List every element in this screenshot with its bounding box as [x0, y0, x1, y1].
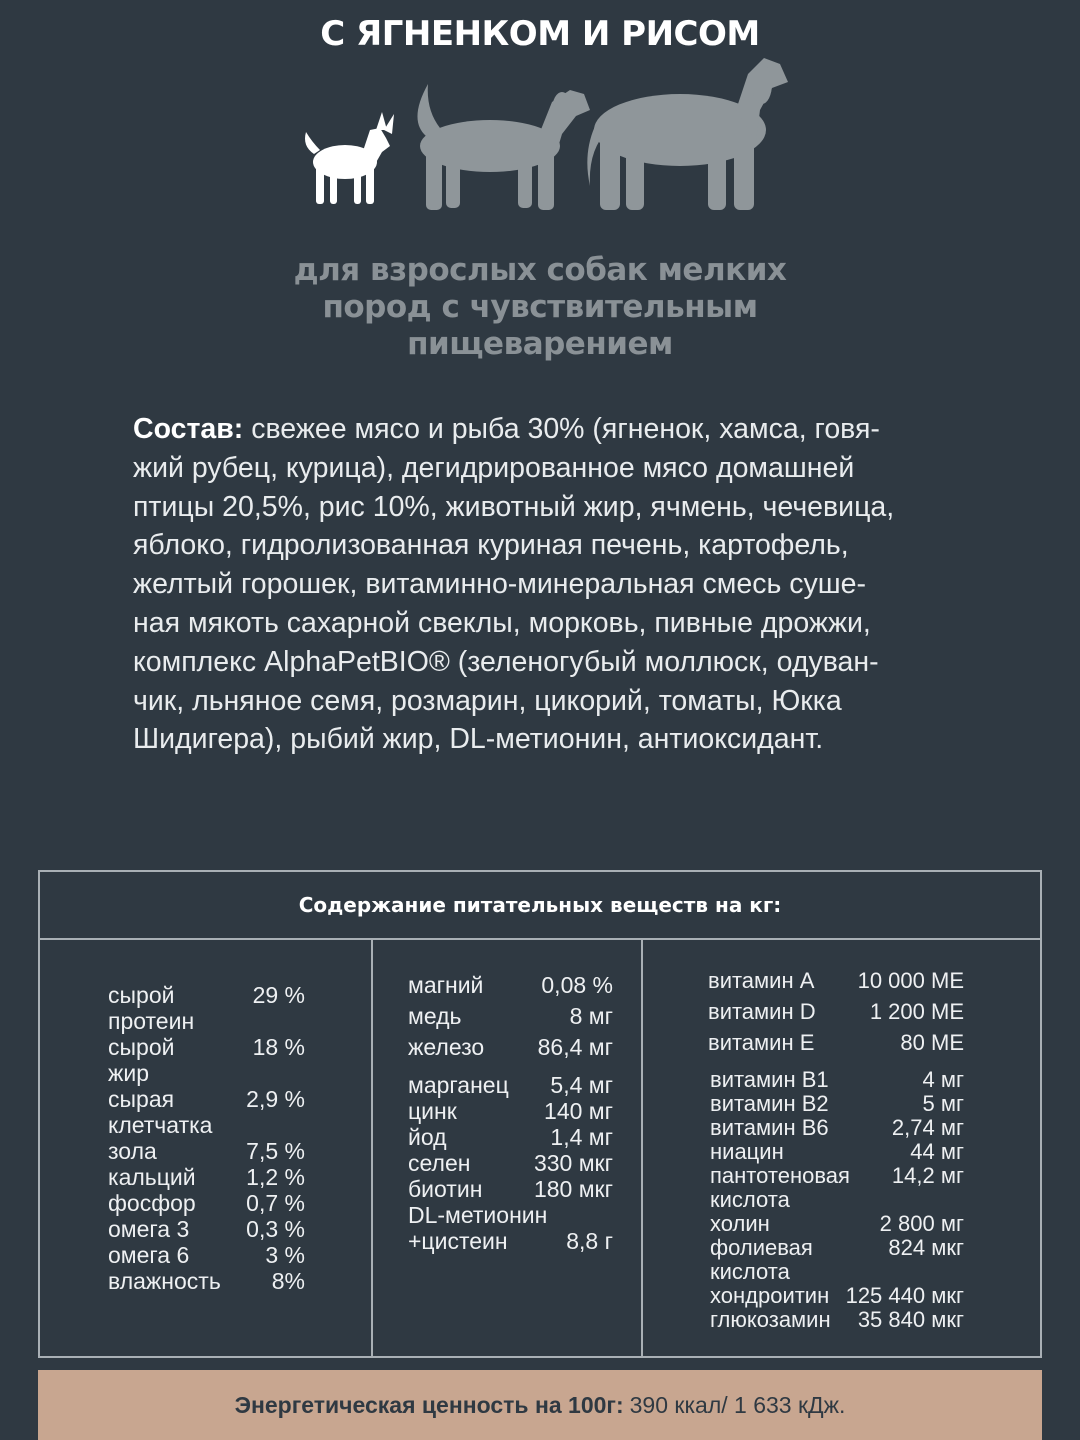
nutrient-value: 7,5 %: [246, 1138, 305, 1164]
nutrient-name: витамин B1: [710, 1067, 829, 1092]
nutrient-name: пантотеновая: [710, 1163, 850, 1188]
nutrient-row: [108, 1008, 305, 1034]
nutrient-row: [408, 1150, 613, 1176]
nutrient-row: [710, 1164, 964, 1188]
nutrient-row: [108, 1242, 305, 1268]
nutrient-row: [708, 968, 964, 994]
nutrients-table: [38, 870, 1042, 1358]
nutrient-name: омега 3: [108, 1216, 190, 1242]
nutrient-name: глюкозамин: [710, 1307, 831, 1332]
nutrient-value: 35 840 мкг: [857, 1307, 964, 1332]
composition-line: свежее мясо и рыба 30% (ягненок, хамса, говя-: [243, 413, 880, 445]
composition-text: [133, 410, 953, 759]
nutrient-row: [710, 1236, 964, 1260]
nutrient-name: сырой: [108, 982, 175, 1008]
nutrient-name: биотин: [408, 1176, 483, 1202]
nutrient-name: селен: [408, 1150, 471, 1176]
nutrient-name: магний: [408, 972, 484, 998]
nutrient-row: [408, 972, 613, 998]
nutrient-name: кислота: [710, 1259, 790, 1284]
nutrient-value: 8,8 г: [566, 1228, 613, 1254]
nutrient-row: [108, 1190, 305, 1216]
nutrient-row: [408, 1098, 613, 1124]
energy-value-bar: [38, 1370, 1042, 1440]
nutrient-value: 2 800 мг: [879, 1211, 964, 1236]
nutrients-column-3-top: [708, 968, 964, 1061]
nutrient-value: 2,74 мг: [891, 1115, 964, 1140]
nutrient-row: [708, 1030, 964, 1056]
nutrient-row: [108, 1086, 305, 1112]
column-divider: [371, 940, 373, 1356]
product-title: С ЯГНЕНКОМ И РИСОМ: [320, 14, 760, 54]
dog-sizes-illustration: [290, 50, 790, 220]
nutrient-row: [108, 982, 305, 1008]
nutrient-value: 0,08 %: [541, 972, 613, 998]
nutrient-row: [108, 1164, 305, 1190]
nutrient-value: 10 000 МЕ: [857, 968, 964, 993]
medium-dog-icon: [417, 84, 590, 210]
nutrient-name: протеин: [108, 1008, 195, 1034]
nutrient-name: +цистеин: [408, 1228, 508, 1254]
nutrient-name: медь: [408, 1003, 462, 1029]
nutrient-name: витамин Е: [708, 1030, 815, 1055]
nutrient-row: [710, 1260, 964, 1284]
nutrient-row: [108, 1138, 305, 1164]
composition-line: птицы 20,5%, рис 10%, животный жир, ячмень, чечевица,: [133, 490, 895, 523]
nutrient-name: марганец: [408, 1072, 509, 1098]
column-divider: [641, 940, 643, 1356]
nutrient-name: сырой: [108, 1034, 175, 1060]
nutrients-column-2-bottom: [408, 1072, 613, 1254]
nutrient-row: [710, 1188, 964, 1212]
composition-label: Состав:: [133, 413, 244, 445]
energy-label: Энергетическая ценность на 100г:: [234, 1391, 624, 1418]
nutrients-title: Содержание питательных веществ на кг:: [40, 872, 1040, 940]
energy-value: 390 ккал/ 1 633 кДж.: [629, 1391, 846, 1418]
nutrient-row: [710, 1212, 964, 1236]
nutrient-name: витамин B2: [710, 1091, 829, 1116]
nutrient-value: 140 мг: [544, 1098, 613, 1124]
small-dog-icon: [305, 112, 394, 204]
nutrients-column-1: [108, 982, 305, 1294]
nutrient-value: 5,4 мг: [550, 1072, 613, 1098]
nutrient-name: кальций: [108, 1164, 196, 1190]
nutrient-value: 1,4 мг: [550, 1124, 613, 1150]
nutrient-value: 0,7 %: [246, 1190, 305, 1216]
nutrient-row: [710, 1068, 964, 1092]
composition-line: чик, льняное семя, розмарин, цикорий, томаты, Юкка: [133, 684, 842, 717]
nutrient-row: [708, 999, 964, 1025]
nutrient-value: 1 200 МЕ: [869, 999, 964, 1024]
nutrient-value: 0,3 %: [246, 1216, 305, 1242]
nutrient-row: [710, 1140, 964, 1164]
nutrient-value: 18 %: [252, 1034, 305, 1060]
nutrients-column-2-top: [408, 972, 613, 1065]
nutrient-row: [408, 1176, 613, 1202]
nutrient-value: 8 мг: [569, 1003, 613, 1029]
subtitle-line: пород с чувствительным: [322, 289, 758, 325]
composition-line: ная мякоть сахарной свеклы, морковь, пивные дрожжи,: [133, 606, 871, 639]
subtitle-line: пищеварением: [407, 326, 673, 362]
nutrient-name: фолиевая: [710, 1235, 813, 1260]
nutrient-name: хондроитин: [710, 1283, 830, 1308]
nutrient-name: омега 6: [108, 1242, 190, 1268]
composition-line: Шидигера), рыбий жир, DL-метионин, антиоксидант.: [133, 723, 824, 756]
nutrient-name: витамин D: [708, 999, 816, 1024]
nutrient-value: 330 мкг: [533, 1150, 613, 1176]
nutrient-name: витамин B6: [710, 1115, 829, 1140]
nutrient-name: холин: [710, 1211, 770, 1236]
nutrient-row: [408, 1124, 613, 1150]
composition-line: жий рубец, курица), дегидрированное мясо домашней: [133, 451, 855, 484]
nutrients-column-3-bottom: [710, 1068, 964, 1332]
nutrient-row: [408, 1202, 613, 1228]
nutrient-value: 86,4 мг: [537, 1034, 613, 1060]
nutrient-row: [710, 1092, 964, 1116]
nutrient-row: [108, 1112, 305, 1138]
nutrient-row: [108, 1216, 305, 1242]
nutrient-row: [408, 1034, 613, 1060]
subtitle: [0, 252, 1080, 363]
large-dog-icon: [587, 58, 788, 210]
nutrient-value: 5 мг: [922, 1091, 964, 1116]
nutrient-name: цинк: [408, 1098, 457, 1124]
nutrient-row: [108, 1268, 305, 1294]
nutrient-value: 8%: [271, 1268, 305, 1294]
nutrient-name: кислота: [710, 1187, 790, 1212]
nutrient-row: [710, 1284, 964, 1308]
nutrient-name: витамин А: [708, 968, 815, 993]
nutrient-value: 29 %: [252, 982, 305, 1008]
nutrient-value: 4 мг: [922, 1067, 964, 1092]
nutrient-value: 180 мкг: [533, 1176, 613, 1202]
nutrient-name: жир: [108, 1060, 150, 1086]
subtitle-line: для взрослых собак мелких: [293, 252, 787, 288]
nutrient-name: фосфор: [108, 1190, 196, 1216]
composition-line: желтый горошек, витаминно-минеральная смесь суше-: [133, 568, 866, 601]
nutrient-name: зола: [108, 1138, 157, 1164]
composition-line: комплекс AlphaPetBIO® (зеленогубый моллюск, одуван-: [133, 645, 879, 678]
nutrient-value: 44 мг: [910, 1139, 964, 1164]
nutrient-row: [710, 1116, 964, 1140]
nutrient-name: йод: [408, 1124, 447, 1150]
nutrient-row: [108, 1034, 305, 1060]
nutrient-name: ниацин: [710, 1139, 784, 1164]
nutrient-value: 3 %: [265, 1242, 305, 1268]
nutrient-name: сырая: [108, 1086, 175, 1112]
nutrient-row: [108, 1060, 305, 1086]
nutrient-row: [408, 1228, 613, 1254]
nutrient-name: клетчатка: [108, 1112, 213, 1138]
nutrient-value: 14,2 мг: [891, 1163, 964, 1188]
nutrient-name: железо: [408, 1034, 485, 1060]
nutrient-value: 80 МЕ: [900, 1030, 964, 1055]
nutrient-name: DL-метионин: [408, 1202, 548, 1228]
nutrient-value: 824 мкг: [888, 1235, 964, 1260]
nutrient-row: [710, 1308, 964, 1332]
nutrient-row: [408, 1003, 613, 1029]
nutrient-name: влажность: [108, 1268, 221, 1294]
nutrient-value: 125 440 мкг: [845, 1283, 964, 1308]
nutrient-row: [408, 1072, 613, 1098]
nutrient-value: 2,9 %: [246, 1086, 305, 1112]
nutrient-value: 1,2 %: [246, 1164, 305, 1190]
composition-line: яблоко, гидролизованная куриная печень, картофель,: [133, 529, 849, 562]
